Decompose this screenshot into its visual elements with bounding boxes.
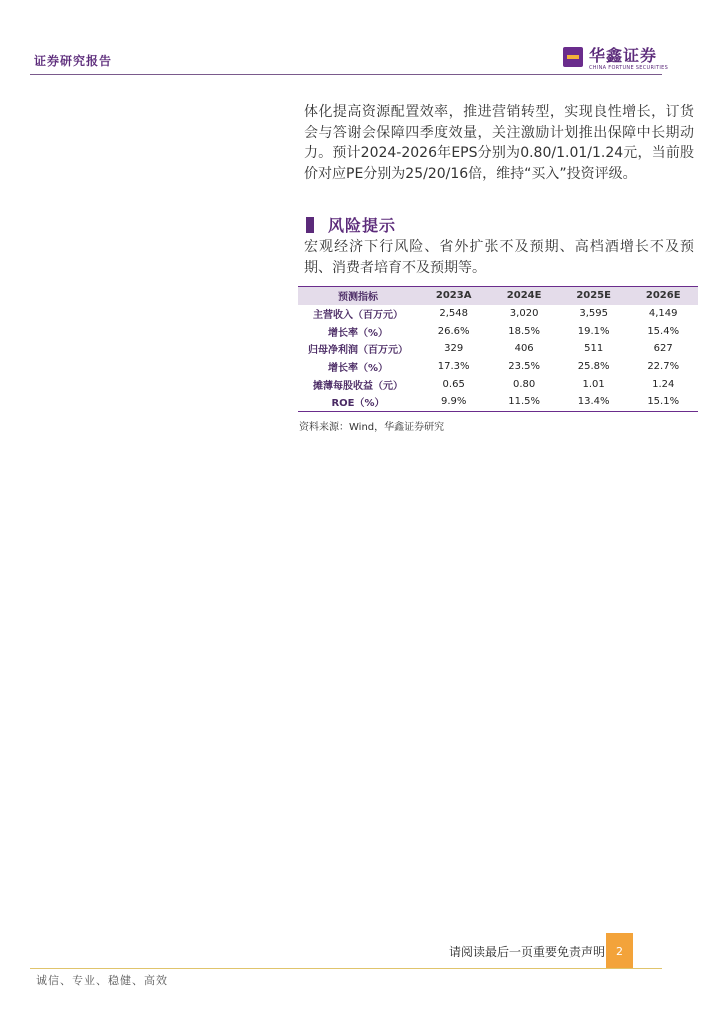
table-header-cell: 预测指标 bbox=[298, 287, 418, 305]
risk-paragraph: 宏观经济下行风险、省外扩张不及预期、高档酒增长不及预期、消费者培育不及预期等。 bbox=[304, 239, 694, 276]
table-cell: 0.65 bbox=[442, 378, 465, 390]
table-row bbox=[298, 322, 698, 340]
table-cell: 13.4% bbox=[559, 393, 629, 411]
table-cell: 627 bbox=[653, 343, 673, 355]
investment-summary-paragraph: 体化提高资源配置效率，推进营销转型，实现良性增长，订货会与答谢会保障四季度效量，关注激励计划推出保障中长期动力。预计2024-2026年EPS分别为0.80/1.01/1.24元，当前股价对应PE分别为25/20/16倍，维持“买入”投资评级。 bbox=[304, 104, 694, 182]
row-label: 归母净利润（百万元） bbox=[308, 345, 408, 357]
section-marker-icon bbox=[306, 217, 314, 233]
table-header-row bbox=[298, 287, 698, 305]
page-number-badge: 2 bbox=[606, 933, 633, 969]
table-cell: 3,595 bbox=[579, 308, 608, 320]
table-cell: 17.3% bbox=[437, 361, 470, 373]
table-header-cell: 2025E bbox=[559, 287, 629, 305]
table-cell: 2,548 bbox=[439, 308, 468, 320]
table-cell: 4,149 bbox=[648, 308, 678, 320]
table-cell: 1.01 bbox=[582, 378, 605, 390]
logo-chinese-name: 华鑫证券 bbox=[589, 46, 658, 65]
table-cell: 15.1% bbox=[628, 393, 698, 411]
table-cell: 25.8% bbox=[577, 361, 610, 373]
table-row bbox=[298, 393, 698, 411]
table-cell: 406 bbox=[514, 343, 534, 355]
report-type-label: 证券研究报告 bbox=[34, 54, 113, 68]
table-cell: 3,020 bbox=[509, 308, 539, 320]
row-label: 增长率（%） bbox=[327, 327, 389, 339]
disclaimer-notice: 请阅读最后一页重要免责声明 bbox=[448, 933, 606, 969]
table-cell: 23.5% bbox=[508, 361, 541, 373]
company-logo bbox=[563, 47, 668, 72]
company-motto: 诚信、专业、稳健、高效 bbox=[36, 974, 168, 987]
logo-english-name: CHINA FORTUNE SECURITIES bbox=[589, 65, 669, 71]
logo-mark-icon bbox=[563, 47, 583, 67]
table-cell: 9.9% bbox=[418, 393, 489, 411]
table-cell: 18.5% bbox=[508, 325, 541, 337]
table-header-cell: 2026E bbox=[628, 287, 698, 305]
table-cell: 329 bbox=[444, 343, 464, 355]
table-cell: 11.5% bbox=[489, 393, 559, 411]
table-row bbox=[298, 340, 698, 358]
table-cell: 1.24 bbox=[652, 378, 675, 390]
table-row bbox=[298, 305, 698, 323]
table-row bbox=[298, 358, 698, 376]
footer-divider bbox=[30, 968, 662, 969]
table-header-cell: 2024E bbox=[489, 287, 559, 305]
table-cell: 22.7% bbox=[647, 361, 680, 373]
table-row bbox=[298, 375, 698, 393]
table-cell: 19.1% bbox=[577, 325, 610, 337]
forecast-table bbox=[298, 286, 698, 412]
risk-section-title: 风险提示 bbox=[328, 216, 397, 235]
row-label: 主营收入（百万元） bbox=[313, 310, 403, 322]
row-label: 增长率（%） bbox=[327, 363, 389, 375]
risk-section-heading bbox=[306, 213, 396, 236]
table-cell: 511 bbox=[584, 343, 604, 355]
table-cell: 15.4% bbox=[647, 325, 680, 337]
table-header-cell: 2023A bbox=[418, 287, 489, 305]
table-cell: 26.6% bbox=[437, 325, 470, 337]
header-divider bbox=[30, 74, 662, 75]
row-label: ROE（%） bbox=[298, 393, 418, 411]
table-source-note: 资料来源：Wind，华鑫证券研究 bbox=[299, 422, 445, 433]
table-cell: 0.80 bbox=[512, 378, 536, 390]
row-label: 摊薄每股收益（元） bbox=[313, 380, 403, 392]
